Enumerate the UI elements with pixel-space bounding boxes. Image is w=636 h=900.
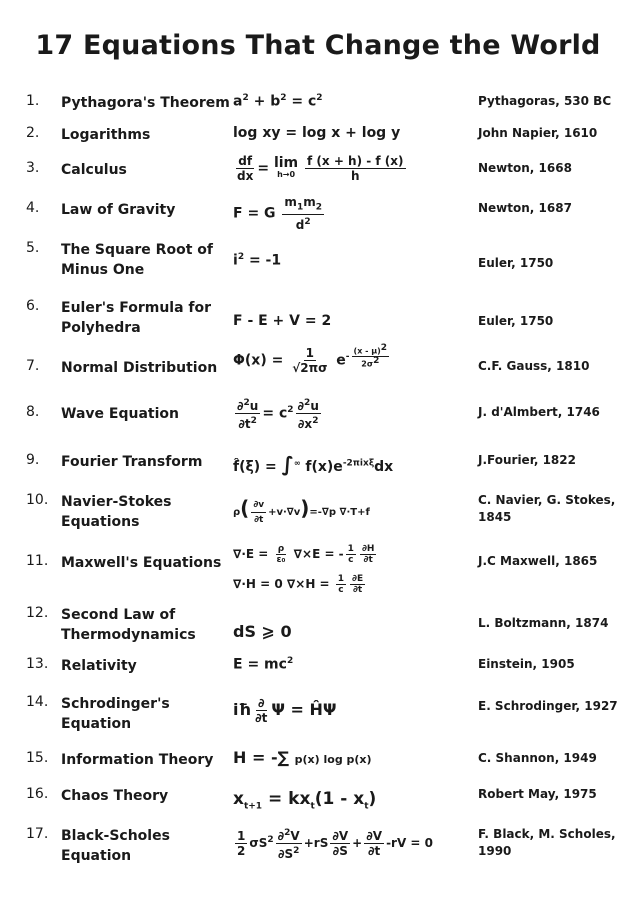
equation-name: Fourier Transform: [61, 454, 203, 470]
equation-name: Wave Equation: [61, 406, 179, 422]
equation-number: 1.: [26, 93, 40, 109]
equation-number: 13.: [26, 656, 49, 672]
equation-name: Calculus: [61, 162, 127, 178]
equation-number: 7.: [26, 358, 40, 374]
equation-number: 2.: [26, 125, 40, 141]
equation-discoverer: C. Navier, G. Stokes, 1845: [478, 493, 616, 524]
equation-name: Pythagora's Theorem: [61, 95, 230, 111]
equation-name: Black-Scholes Equation: [61, 828, 170, 864]
equation-formula: F = G $\frac{m_1m_2}{d^2}$: [233, 195, 322, 233]
equation-name: Second Law of Thermodynamics: [61, 607, 196, 643]
equation-number: 9.: [26, 452, 40, 468]
equation-number: 3.: [26, 160, 40, 176]
equation-discoverer: J. d'Almbert, 1746: [478, 405, 600, 419]
equation-name: Chaos Theory: [61, 788, 169, 804]
equation-number: 17.: [26, 826, 49, 842]
equation-discoverer: Euler, 1750: [478, 314, 554, 328]
equation-formula: $E = mc^2$: [233, 656, 294, 673]
equation-discoverer: Robert May, 1975: [478, 787, 597, 801]
equation-discoverer: J.Fourier, 1822: [478, 453, 576, 467]
equation-discoverer: J.C Maxwell, 1865: [478, 554, 598, 568]
equation-formula: $i^2 = -1$: [233, 252, 282, 269]
page-title: 17 Equations That Change the World: [35, 30, 601, 61]
equation-name: Logarithms: [61, 127, 151, 143]
equation-discoverer: John Napier, 1610: [478, 126, 598, 140]
equation-number: 10.: [26, 492, 49, 508]
equation-number: 5.: [26, 240, 40, 256]
equation-name: Euler's Formula for Polyhedra: [61, 300, 212, 336]
equation-number: 6.: [26, 298, 40, 314]
equation-formula: dS ⩾ 0: [233, 622, 292, 641]
equation-number: 16.: [26, 786, 49, 802]
equation-formula: $\frac{1}{2}$ $\sigma S^2$ $\frac{\partial^2V}{\partial S^2}$ +rS $\frac{\partial V}{\partial S}$ + $\frac{\partial V}{\partial t}$ -rV = 0: [237, 828, 434, 861]
equation-name: Law of Gravity: [61, 202, 176, 218]
equation-number: 14.: [26, 694, 49, 710]
equation-discoverer: F. Black, M. Scholes, 1990: [478, 827, 616, 858]
equation-number: 15.: [26, 750, 49, 766]
equation-discoverer: Newton, 1687: [478, 201, 572, 215]
equation-formula: $\frac{\partial^2u}{\partial t^2}$ = $c^2$ $\frac{\partial^2u}{\partial x^2}$: [237, 398, 319, 431]
equation-name: Relativity: [61, 658, 137, 674]
equation-number: 8.: [26, 404, 40, 420]
equation-discoverer: Newton, 1668: [478, 161, 572, 175]
equation-number: 11.: [26, 553, 49, 569]
equation-formula: Φ(x) = $\frac{1}{√2\pi\sigma}$ $e^{- \frac{(x - \mu)^2}{2\sigma^2}}$: [233, 343, 388, 375]
equation-discoverer: L. Boltzmann, 1874: [478, 616, 609, 630]
equation-formula: ∇·E = $\frac{\rho}{\text{ε₀}}$ ∇×E = - $\frac{1}{c}$ $\frac{\partial H}{\partial t}$ ∇·H = 0 ∇×H = $\frac{1}{c}$ $\frac{\partial E}{\partial t}$: [233, 544, 375, 595]
equation-formula: F - E + V = 2: [233, 313, 332, 329]
equation-name: Schrodinger's Equation: [61, 696, 170, 732]
equation-formula: ρ( $\frac{\partial v}{\partial t}$ +v·∇v)=-∇p ∇·T+f: [233, 496, 370, 525]
equation-formula: $x_{t+1} = kx_t(1 - x_t)$: [233, 789, 377, 812]
equation-discoverer: C. Shannon, 1949: [478, 751, 597, 765]
equation-discoverer: Euler, 1750: [478, 256, 554, 270]
equation-name: Normal Distribution: [61, 360, 218, 376]
equation-discoverer: Pythagoras, 530 BC: [478, 94, 612, 108]
equation-formula: log xy = log x + log y: [233, 125, 401, 141]
equation-formula: H = -∑ p(x) log p(x): [233, 748, 372, 767]
equation-discoverer: Einstein, 1905: [478, 657, 575, 671]
equation-name: Maxwell's Equations: [61, 555, 222, 571]
equation-number: 4.: [26, 200, 40, 216]
equation-name: The Square Root of Minus One: [61, 242, 213, 278]
equation-name: Information Theory: [61, 752, 214, 768]
equation-discoverer: E. Schrodinger, 1927: [478, 699, 618, 713]
equation-formula: $a^2 + b^2 = c^2$: [233, 93, 323, 110]
equation-discoverer: C.F. Gauss, 1810: [478, 359, 590, 373]
equation-formula: f̂(ξ) = ∫∞ $f(x)e^{-2\pi ix\xi}dx$: [233, 452, 394, 476]
equation-formula: iħ $\frac{\partial}{\partial t}$ Ψ = ĤΨ: [233, 696, 337, 725]
equation-formula: $\frac{df}{dx}$ = lim h→0 $\frac{f (x + h) - f (x)}{h}$: [237, 154, 404, 183]
equation-name: Navier-Stokes Equations: [61, 494, 172, 530]
equation-number: 12.: [26, 605, 49, 621]
